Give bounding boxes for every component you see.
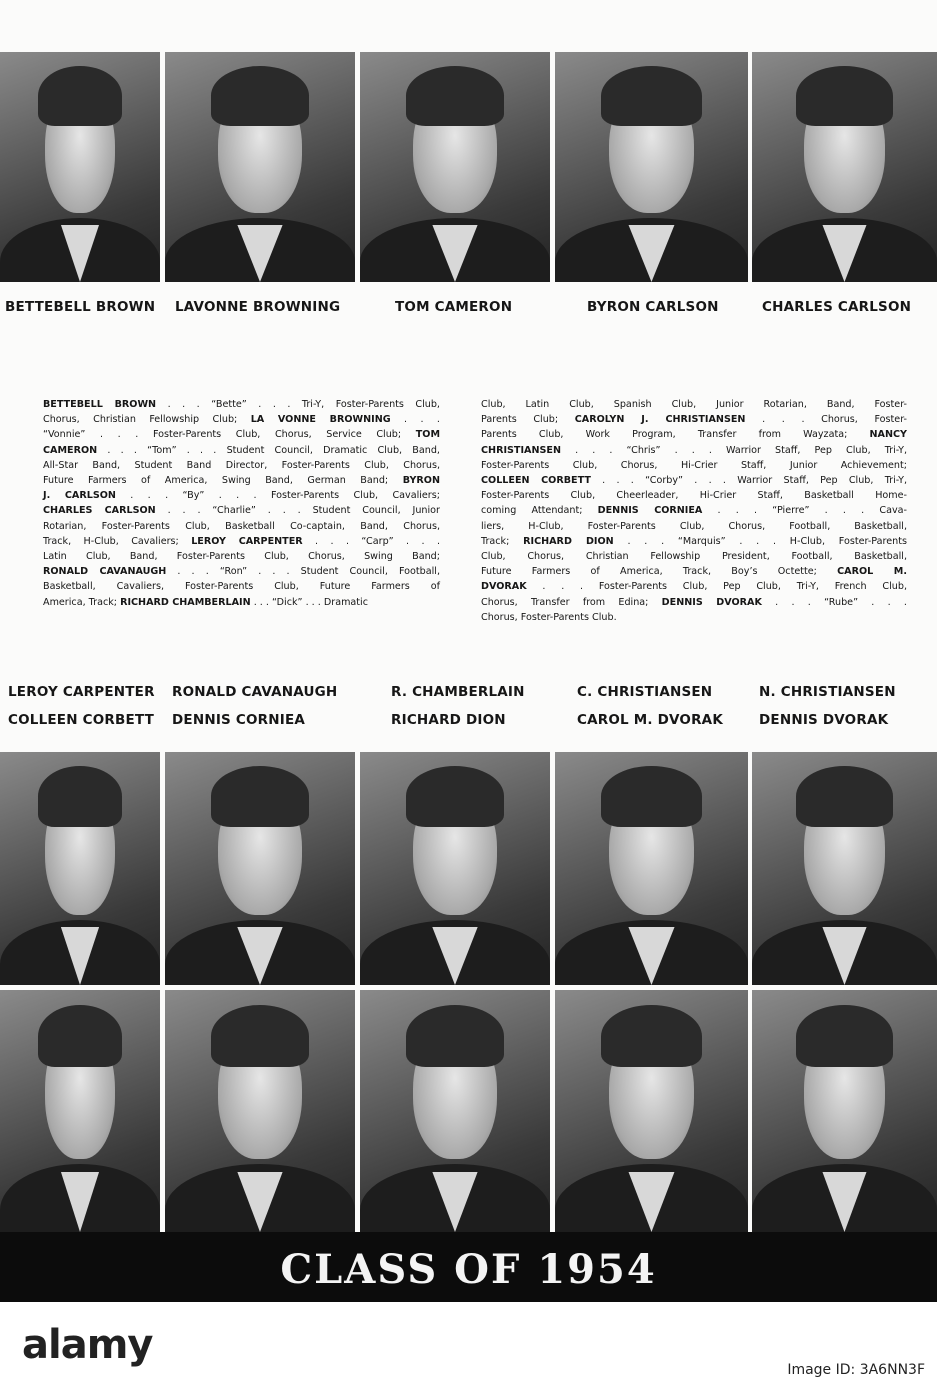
portrait-photo <box>0 752 160 985</box>
student-name-label: TOM CAMERON <box>395 299 513 315</box>
student-name-label: BETTEBELL BROWN <box>5 299 156 315</box>
student-name: NANCY <box>869 429 907 441</box>
biography-text: Latin Club, Band, Foster-Parents Club, Chorus, Swing Band; <box>43 551 440 563</box>
biography-text: . . . Chorus, Foster- <box>745 414 907 426</box>
biography-text: liers, H-Club, Foster-Parents Club, Chorus, Football, Basketball, <box>481 520 907 532</box>
student-name: CAMERON <box>43 444 98 456</box>
portrait-photo <box>360 52 550 282</box>
student-name: CHARLES CARLSON <box>43 505 156 517</box>
biography-text: . . . <box>390 414 440 426</box>
portrait-photo <box>360 752 550 985</box>
portrait-photo <box>165 52 355 282</box>
biography-line <box>481 412 907 427</box>
biography-text: . . . “Tom” . . . Student Council, Dramatic Club, Band, <box>97 444 440 456</box>
student-name-label: RICHARD DION <box>391 712 506 728</box>
biography-text: Future Farmers of America, Swing Band, German Band; <box>43 475 403 487</box>
biography-line <box>43 549 440 564</box>
biography-text: Chorus, Foster-Parents Club. <box>481 611 617 623</box>
biography-text: Club, Chorus, Christian Fellowship President, Football, Basketball, <box>481 551 907 563</box>
biography-text: Future Farmers of America, Track, Boy’s Octette; <box>481 566 838 578</box>
biography-line <box>43 412 440 427</box>
biography-line <box>481 534 907 549</box>
student-name: LA VONNE BROWNING <box>250 414 391 426</box>
student-name: RICHARD CHAMBERLAIN <box>120 596 251 608</box>
student-name: BETTEBELL BROWN <box>43 399 157 410</box>
biography-line <box>43 488 440 503</box>
biography-line <box>43 564 440 579</box>
biography-text: . . . “Carp” . . . <box>302 535 441 547</box>
biography-line <box>43 534 440 549</box>
portrait-photo <box>752 752 937 985</box>
student-name-label: LEROY CARPENTER <box>8 684 155 700</box>
student-name: RICHARD DION <box>523 535 614 547</box>
banner-title: CLASS OF 1954 <box>280 1246 657 1293</box>
student-name-label: LAVONNE BROWNING <box>175 299 341 315</box>
biography-text: . . . “Pierre” . . . Cava- <box>702 505 907 517</box>
biography-text: . . . “Charlie” . . . Student Council, Junior <box>155 505 440 517</box>
watermark-logo: alamy <box>22 1322 153 1368</box>
biography-text: Foster-Parents Club, Chorus, Hi-Crier Staff, Junior Achievement; <box>481 459 907 471</box>
biography-text: Track, H-Club, Cavaliers; <box>43 535 192 547</box>
biography-text: . . . “Dick” . . . Dramatic <box>250 596 368 608</box>
biography-text: Chorus, Transfer from Edina; <box>481 596 662 608</box>
class-banner <box>0 1232 937 1302</box>
biography-line <box>481 427 907 442</box>
biography-line <box>43 443 440 458</box>
student-name-label: DENNIS CORNIEA <box>172 712 306 728</box>
biography-line <box>481 443 907 458</box>
student-name-label: C. CHRISTIANSEN <box>577 684 713 700</box>
biography-text: . . . “Corby” . . . Warrior Staff, Pep Club, Tri-Y, <box>590 475 907 487</box>
biography-line <box>481 519 907 534</box>
biography-text: . . . “Ron” . . . Student Council, Football, <box>166 566 441 578</box>
student-name: BYRON <box>402 475 440 487</box>
student-name-label: RONALD CAVANAUGH <box>172 684 338 700</box>
student-name: DVORAK <box>481 581 527 593</box>
biography-line <box>43 427 440 442</box>
biography-text: Club, Latin Club, Spanish Club, Junior Rotarian, Band, Foster- <box>481 399 907 410</box>
biography-text: . . . “Bette” . . . Tri-Y, Foster-Parents Club, <box>156 399 440 410</box>
portrait-photo <box>165 752 355 985</box>
student-name-label: CAROL M. DVORAK <box>577 712 723 728</box>
biography-line <box>481 579 907 594</box>
portrait-photo <box>0 990 160 1232</box>
student-name-label: R. CHAMBERLAIN <box>391 684 525 700</box>
student-name: CAROLYN J. CHRISTIANSEN <box>574 414 746 426</box>
biography-line <box>43 595 440 610</box>
biography-text: Chorus, Christian Fellowship Club; <box>43 414 251 426</box>
portrait-photo <box>555 990 748 1232</box>
student-name: RONALD CAVANAUGH <box>43 566 167 578</box>
watermark-image-id: Image ID: 3A6NN3F <box>787 1362 925 1378</box>
portrait-photo <box>752 990 937 1232</box>
student-name-label: COLLEEN CORBETT <box>8 712 155 728</box>
student-name: CAROL M. <box>837 566 907 578</box>
student-name-label: N. CHRISTIANSEN <box>759 684 896 700</box>
biography-line <box>43 397 440 412</box>
biography-text: . . . Foster-Parents Club, Pep Club, Tri-Y, French Club, <box>526 581 907 593</box>
biography-text: Parents Club, Work Program, Transfer from Wayzata; <box>481 429 870 441</box>
biography-line <box>43 458 440 473</box>
student-name-label: DENNIS DVORAK <box>759 712 889 728</box>
portrait-photo <box>752 52 937 282</box>
student-name: DENNIS DVORAK <box>661 596 762 608</box>
student-name: DENNIS CORNIEA <box>597 505 703 517</box>
student-name: J. CARLSON <box>43 490 116 502</box>
biography-text: Basketball, Cavaliers, Foster-Parents Club, Future Farmers of <box>43 581 440 593</box>
biography-line <box>481 503 907 518</box>
biography-line <box>43 519 440 534</box>
biography-text: coming Attendant; <box>481 505 598 517</box>
biography-text: . . . “Chris” . . . Warrior Staff, Pep Club, Tri-Y, <box>561 444 907 456</box>
biography-column-left <box>43 397 440 610</box>
student-name: COLLEEN CORBETT <box>481 475 591 487</box>
portrait-photo <box>555 52 748 282</box>
student-name: CHRISTIANSEN <box>481 444 561 456</box>
student-name-label: CHARLES CARLSON <box>762 299 912 315</box>
biography-line <box>481 458 907 473</box>
portrait-photo <box>165 990 355 1232</box>
biography-text: “Vonnie” . . . Foster-Parents Club, Chorus, Service Club; <box>43 429 416 441</box>
biography-text: Track; <box>481 535 524 547</box>
student-name: TOM <box>415 429 440 441</box>
biography-line <box>481 549 907 564</box>
biography-text: . . . “Rube” . . . <box>761 596 907 608</box>
watermark-strip <box>0 1302 937 1390</box>
biography-text: All-Star Band, Student Band Director, Foster-Parents Club, Chorus, <box>43 459 440 471</box>
biography-line <box>481 564 907 579</box>
biography-line <box>481 595 907 610</box>
biography-line <box>481 473 907 488</box>
biography-text: America, Track; <box>43 596 121 608</box>
portrait-photo <box>360 990 550 1232</box>
student-name-label: BYRON CARLSON <box>587 299 719 315</box>
biography-line <box>43 579 440 594</box>
biography-column-right <box>481 397 907 625</box>
student-name: LEROY CARPENTER <box>191 535 303 547</box>
biography-line <box>481 397 907 412</box>
biography-line <box>481 610 907 625</box>
biography-line <box>43 473 440 488</box>
portrait-photo <box>555 752 748 985</box>
biography-line <box>481 488 907 503</box>
biography-text: . . . “Marquis” . . . H-Club, Foster-Parents <box>613 535 907 547</box>
biography-text: Foster-Parents Club, Cheerleader, Hi-Crier Staff, Basketball Home- <box>481 490 907 502</box>
biography-text: Rotarian, Foster-Parents Club, Basketball Co-captain, Band, Chorus, <box>43 520 440 532</box>
portrait-photo <box>0 52 160 282</box>
biography-line <box>43 503 440 518</box>
biography-text: . . . “By” . . . Foster-Parents Club, Cavaliers; <box>115 490 440 502</box>
biography-text: Parents Club; <box>481 414 575 426</box>
